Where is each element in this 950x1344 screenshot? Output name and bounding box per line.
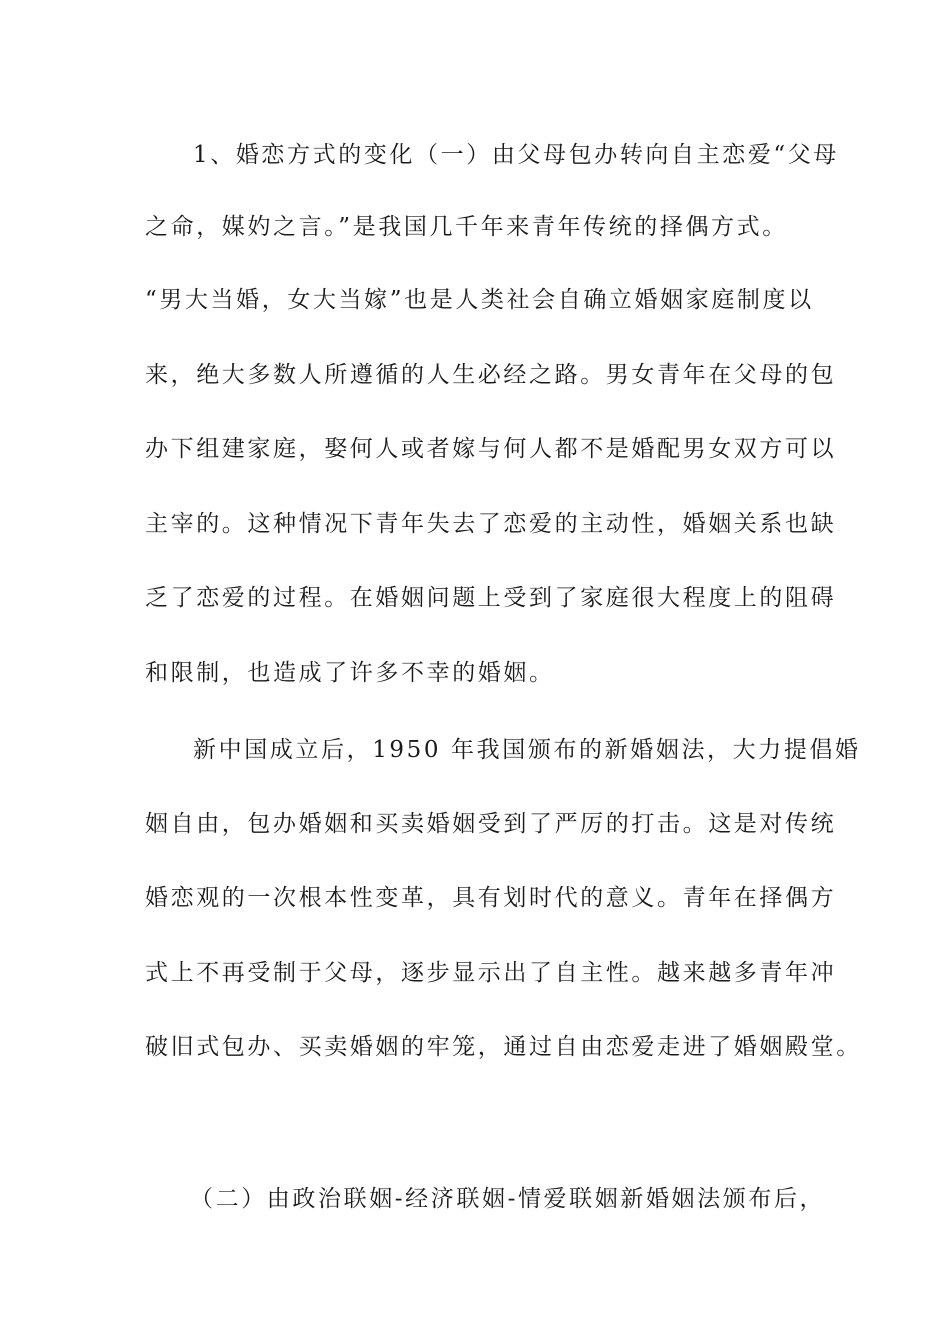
paragraph-line: 1、婚恋方式的变化（一）由父母包办转向自主恋爱“父母	[193, 142, 839, 168]
paragraph-line: 来，绝大多数人所遵循的人生必经之路。男女青年在父母的包	[145, 362, 837, 388]
paragraph-line: 破旧式包办、买卖婚姻的牢笼，通过自由恋爱走进了婚姻殿堂。	[145, 1034, 862, 1060]
paragraph-line: 办下组建家庭，娶何人或者嫁与何人都不是婚配男女双方可以	[145, 436, 837, 462]
section-heading-line: （二）由政治联姻-经济联姻-情爱联姻新婚姻法颁布后，	[190, 1186, 826, 1212]
paragraph-line: 主宰的。这种情况下青年失去了恋爱的主动性，婚姻关系也缺	[145, 511, 837, 537]
paragraph-line: 和限制，也造成了许多不幸的婚姻。	[145, 660, 555, 686]
paragraph-line: 之命，媒妁之言。”是我国几千年来青年传统的择偶方式。	[145, 214, 788, 240]
paragraph-line: 姻自由，包办婚姻和买卖婚姻受到了严厉的打击。这是对传统	[145, 811, 837, 837]
paragraph-line: “男大当婚，女大当嫁”也是人类社会自确立婚姻家庭制度以	[145, 287, 814, 313]
paragraph-line: 新中国成立后，1950 年我国颁布的新婚姻法，大力提倡婚	[193, 737, 861, 763]
paragraph-line: 式上不再受制于父母，逐步显示出了自主性。越来越多青年冲	[145, 960, 837, 986]
paragraph-line: 乏了恋爱的过程。在婚姻问题上受到了家庭很大程度上的阻碍	[145, 585, 837, 611]
paragraph-line: 婚恋观的一次根本性变革，具有划时代的意义。青年在择偶方	[145, 885, 837, 911]
